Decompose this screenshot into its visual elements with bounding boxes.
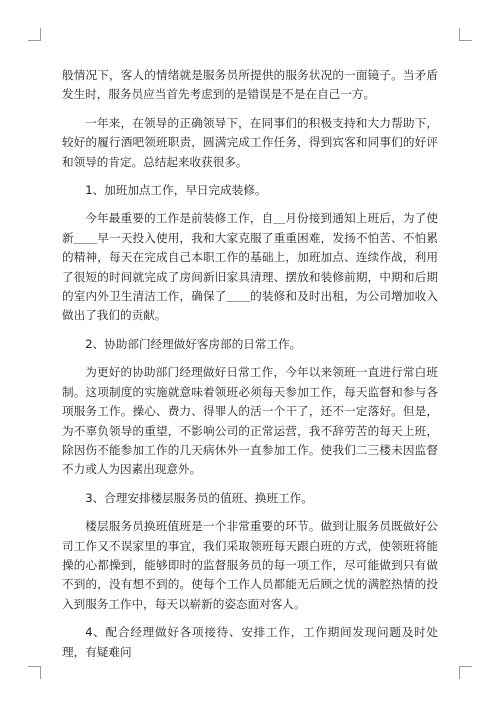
paragraph-continuation: 般情况下，客人的情绪就是服务员所提供的服务状况的一面镜子。当矛盾发生时，服务员应当首先考虑到的是错误是不是在自己一方。	[62, 68, 438, 102]
section-heading-2: 2、协助部门经理做好客房部的日常工作。	[85, 336, 302, 351]
section-heading-3: 3、合理安排楼层服务员的值班、换班工作。	[85, 490, 313, 505]
paragraph-section-1: 今年最重要的工作是前装修工作，自＿月份接到通知上班后，为了使新＿＿早一天投入使用，我和大家克服了重重困难，发扬不怕苦、不怕累的精神，每天在完成自己本职工作的基础上，加班加点、连续作战，利用了很短的时间就完成了房间新旧家具清理、摆放和装修前期，中期和后期的室内外卫生清洁工作，确保了＿＿的装修和及时出租，为公司增加收入做出了我们的贡献。	[62, 211, 438, 323]
crop-mark-bottom-right	[459, 666, 472, 679]
crop-mark-top-right	[459, 28, 472, 41]
section-heading-4: 4、配合经理做好各项接待、安排工作，工作期间发现问题及时处理，有疑难问	[62, 625, 438, 659]
paragraph-summary: 一年来，在领导的正确领导下，在同事们的积极支持和大力帮助下，较好的履行酒吧领班职责，圆满完成工作任务，得到宾客和同事们的好评和领导的肯定。总结起来收获很多。	[62, 115, 438, 169]
document-body	[62, 66, 438, 671]
crop-mark-top-left	[28, 28, 41, 41]
paragraph-section-3: 楼层服务员换班值班是一个非常重要的环节。做到让服务员既做好公司工作又不误家里的事宜，我们采取领班每天跟白班的方式，使领班将能操的心都操到，能够即时的监督服务员的每一项工作，尽可能做到只有做不到的，没有想不到的。使每个工作人员都能无后顾之忧的满腔热情的投入到服务工作中，每天以崭新的姿态面对客人。	[62, 519, 438, 611]
paragraph-section-2: 为更好的协助部门经理做好日常工作，今年以来领班一直进行常白班制。这项制度的实施就意味着领班必须每天参加工作，每天监督和参与各项服务工作。操心、费力、得罪人的活一个干了，还不一定落好。但是，为不辜负领导的重望，不影响公司的正常运营，我不辞劳苦的每天上班，除因伤不能参加工作的几天病休外一直参加工作。使我们二三楼未因监督不力或人为因素出现意外。	[62, 365, 438, 477]
section-heading-1: 1、加班加点工作，早日完成装修。	[85, 183, 267, 198]
crop-mark-bottom-left	[28, 666, 41, 679]
